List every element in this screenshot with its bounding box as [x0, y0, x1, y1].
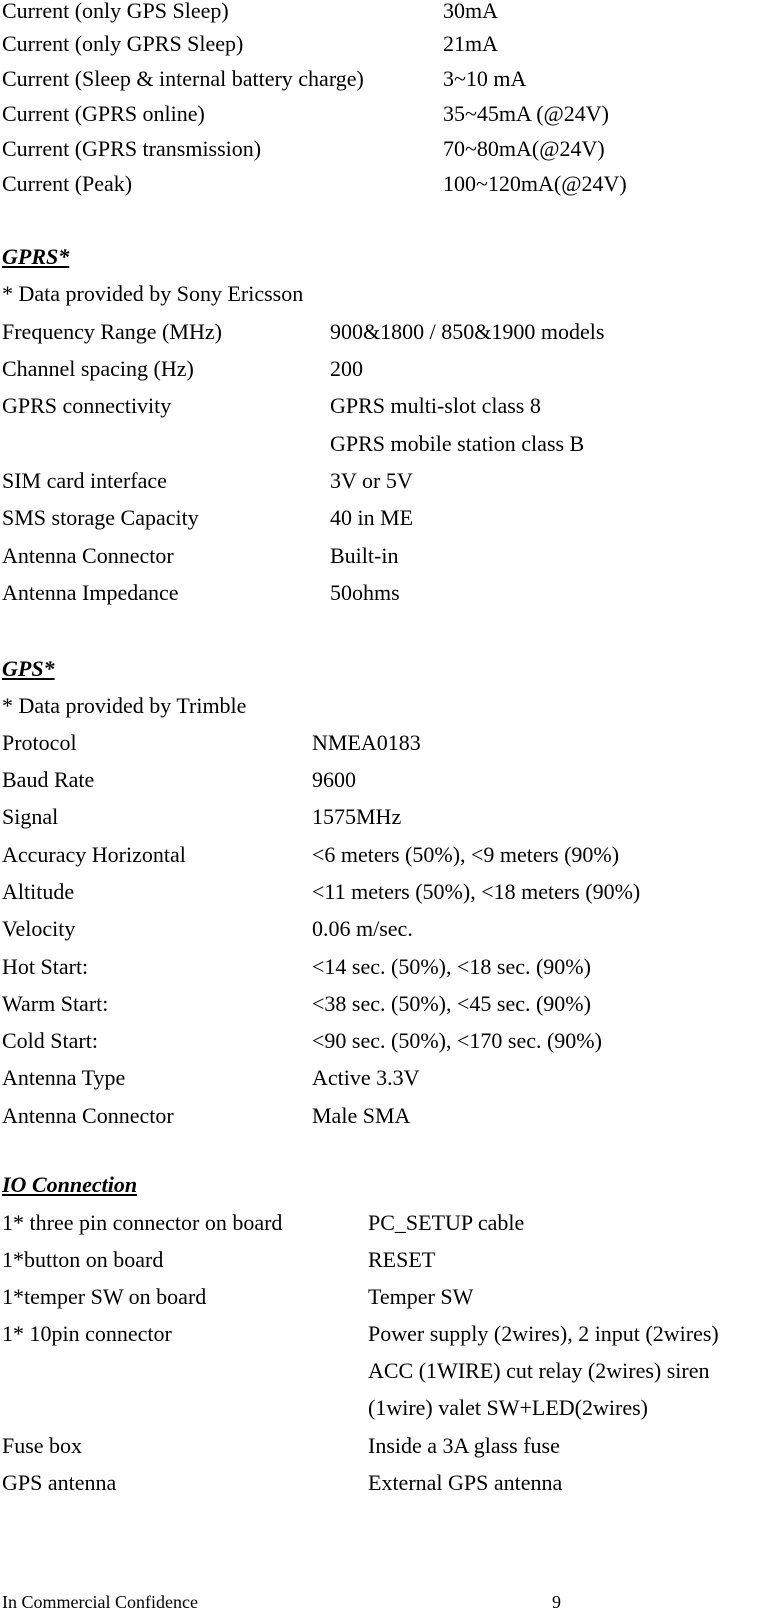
row-value: 3V or 5V	[330, 468, 413, 493]
row-value: Active 3.3V	[312, 1065, 420, 1090]
row-label: Antenna Connector	[2, 543, 174, 568]
row-value: 9600	[312, 767, 356, 792]
row-value: 3~10 mA	[443, 66, 527, 91]
row-value: Inside a 3A glass fuse	[368, 1433, 560, 1458]
row-label: SIM card interface	[2, 468, 167, 493]
row-value: <11 meters (50%), <18 meters (90%)	[312, 879, 641, 904]
row-value: 35~45mA (@24V)	[443, 101, 609, 126]
row-label: Baud Rate	[2, 767, 95, 792]
row-value: Temper SW	[368, 1284, 474, 1309]
row-label: Antenna Impedance	[2, 580, 179, 605]
row-label: GPRS connectivity	[2, 393, 172, 418]
row-label: Current (only GPRS Sleep)	[2, 31, 244, 56]
row-value: 30mA	[443, 0, 498, 23]
row-value: 40 in ME	[330, 505, 414, 530]
row-value: Built-in	[330, 543, 399, 568]
row-label: Cold Start:	[2, 1028, 98, 1053]
gprs-heading: GPRS*	[2, 244, 70, 269]
row-label: Hot Start:	[2, 954, 89, 979]
row-value: (1wire) valet SW+LED(2wires)	[368, 1395, 648, 1420]
row-value: 21mA	[443, 31, 498, 56]
row-label: Warm Start:	[2, 991, 109, 1016]
row-value: Power supply (2wires), 2 input (2wires)	[368, 1321, 719, 1346]
row-label: Protocol	[2, 730, 77, 755]
row-label: Current (only GPS Sleep)	[2, 0, 229, 23]
row-value: RESET	[368, 1247, 436, 1272]
row-value: 1575MHz	[312, 804, 402, 829]
row-label: Fuse box	[2, 1433, 83, 1458]
row-value: <6 meters (50%), <9 meters (90%)	[312, 842, 620, 867]
row-label: Current (Peak)	[2, 171, 133, 196]
row-value: 50ohms	[330, 580, 400, 605]
row-value: External GPS antenna	[368, 1470, 563, 1495]
row-label: Frequency Range (MHz)	[2, 319, 222, 344]
row-value: <14 sec. (50%), <18 sec. (90%)	[312, 954, 591, 979]
row-label: Antenna Connector	[2, 1103, 174, 1128]
row-value: 900&1800 / 850&1900 models	[330, 319, 605, 344]
row-label: 1*button on board	[2, 1247, 164, 1272]
row-label: Current (GPRS transmission)	[2, 136, 262, 161]
gps-heading: GPS*	[2, 656, 55, 681]
row-label: Signal	[2, 804, 59, 829]
page-number: 9	[552, 1592, 561, 1612]
row-value: ACC (1WIRE) cut relay (2wires) siren	[368, 1358, 710, 1383]
row-value: 100~120mA(@24V)	[443, 171, 627, 196]
gps-note: * Data provided by Trimble	[2, 693, 247, 718]
row-label: Current (Sleep & internal battery charge)	[2, 66, 364, 91]
row-value: Male SMA	[312, 1103, 411, 1128]
row-label: Accuracy Horizontal	[2, 842, 186, 867]
footer-confidentiality-text: In Commercial Confidence	[2, 1592, 198, 1612]
row-label: 1*temper SW on board	[2, 1284, 207, 1309]
row-value: NMEA0183	[312, 730, 421, 755]
row-label: Current (GPRS online)	[2, 101, 205, 126]
row-label: 1* three pin connector on board	[2, 1210, 283, 1235]
row-value: 0.06 m/sec.	[312, 916, 413, 941]
row-value: GPRS multi-slot class 8	[330, 393, 541, 418]
row-label: SMS storage Capacity	[2, 505, 199, 530]
row-label: Antenna Type	[2, 1065, 126, 1090]
gprs-note: * Data provided by Sony Ericsson	[2, 281, 304, 306]
row-value: 70~80mA(@24V)	[443, 136, 605, 161]
row-label: Channel spacing (Hz)	[2, 356, 194, 381]
row-value: <90 sec. (50%), <170 sec. (90%)	[312, 1028, 602, 1053]
row-label: Altitude	[2, 879, 75, 904]
row-value: GPRS mobile station class B	[330, 431, 585, 456]
row-label: GPS antenna	[2, 1470, 117, 1495]
row-label: Velocity	[2, 916, 76, 941]
row-value: <38 sec. (50%), <45 sec. (90%)	[312, 991, 591, 1016]
row-value: PC_SETUP cable	[368, 1210, 525, 1235]
io-connection-heading: IO Connection	[2, 1172, 138, 1197]
row-label: 1* 10pin connector	[2, 1321, 172, 1346]
row-value: 200	[330, 356, 363, 381]
